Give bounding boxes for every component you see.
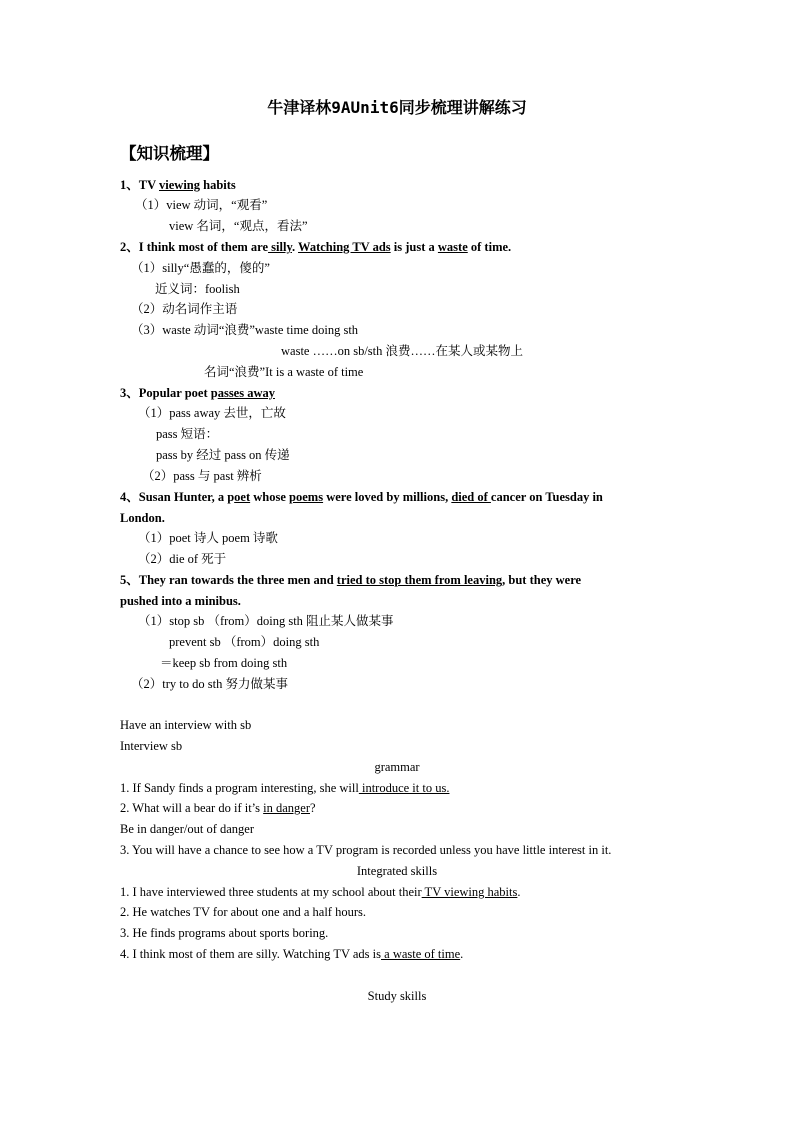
item-5-sentence bbox=[120, 572, 581, 588]
item-3-note-4: （2）pass 与 past 辨析 bbox=[142, 469, 262, 483]
study-skills-title: Study skills bbox=[367, 989, 427, 1003]
integrated-item-3: 3. He finds programs about sports boring. bbox=[120, 926, 329, 940]
item-4-underlined-died: died of bbox=[451, 490, 491, 504]
item-5-note-2: prevent sb （from）doing sth bbox=[169, 635, 320, 649]
item-2-note-5: waste ……on sb/sth 浪费……在某人或某物上 bbox=[281, 344, 524, 358]
integrated-item-4-underlined: a waste of time bbox=[381, 947, 461, 961]
grammar-item-2-note: Be in danger/out of danger bbox=[120, 822, 254, 836]
item-2-text: 2、I think most of them are bbox=[120, 240, 269, 254]
item-5-note-3: ＝keep sb from doing sth bbox=[160, 656, 288, 670]
grammar-item-1-underlined: introduce it to us. bbox=[358, 781, 450, 795]
grammar-title: grammar bbox=[374, 760, 420, 774]
integrated-item-1-text-end: . bbox=[517, 885, 521, 899]
item-2-sentence bbox=[120, 239, 511, 255]
item-3-note-3: pass by 经过 pass on 传递 bbox=[156, 448, 290, 462]
item-5-note-4: （2）try to do sth 努力做某事 bbox=[131, 677, 288, 691]
item-3-text: 3、Popular poet p bbox=[120, 386, 218, 400]
item-1-text: 1、TV bbox=[120, 178, 160, 192]
item-5-text-2: , but they were bbox=[502, 573, 582, 587]
item-4-note-2: （2）die of 死于 bbox=[138, 552, 227, 566]
section-heading: 【知识梳理】 bbox=[120, 144, 219, 163]
item-3-sentence bbox=[120, 385, 275, 401]
item-2-note-6: 名词“浪费”It is a waste of time bbox=[204, 365, 364, 379]
item-2-underlined-watching: Watching TV ads bbox=[298, 240, 391, 254]
item-4-sentence bbox=[120, 489, 603, 505]
integrated-skills-title: Integrated skills bbox=[356, 864, 438, 878]
item-3-underlined: asses away bbox=[217, 386, 275, 400]
interview-note-1: Have an interview with sb bbox=[120, 718, 252, 732]
item-1-note-2: view 名词，“观点，看法” bbox=[169, 219, 308, 233]
item-1-underlined: viewing bbox=[159, 178, 200, 192]
grammar-item-2 bbox=[120, 800, 316, 816]
item-2-note-1: （1）silly“愚蠢的，傻的” bbox=[131, 261, 270, 275]
item-5-note-1: （1）stop sb （from）doing sth 阻止某人做某事 bbox=[138, 614, 394, 628]
integrated-item-1-text: 1. I have interviewed three students at my school about their bbox=[120, 885, 422, 899]
grammar-item-2-underlined: in danger bbox=[263, 801, 310, 815]
item-2-note-3: （2）动名词作主语 bbox=[131, 302, 238, 316]
item-2-text-4: of time. bbox=[467, 240, 512, 254]
grammar-item-2-text-end: ? bbox=[310, 801, 316, 815]
item-4-text-4: cancer on Tuesday in bbox=[490, 490, 603, 504]
integrated-item-1-underlined: TV viewing habits bbox=[421, 885, 518, 899]
item-3-note-1: （1）pass away 去世，亡故 bbox=[138, 406, 286, 420]
item-5-sentence-cont: pushed into a minibus. bbox=[120, 594, 241, 608]
item-2-note-4: （3）waste 动词“浪费”waste time doing sth bbox=[131, 323, 359, 337]
item-2-note-2: 近义词：foolish bbox=[155, 282, 240, 296]
item-4-text-2: whose bbox=[250, 490, 290, 504]
integrated-item-4 bbox=[120, 946, 463, 962]
item-2-underlined-waste: waste bbox=[437, 240, 468, 254]
item-4-note-1: （1）poet 诗人 poem 诗歌 bbox=[138, 531, 278, 545]
item-4-sentence-cont: London. bbox=[120, 511, 165, 525]
integrated-item-4-text-end: . bbox=[460, 947, 464, 961]
grammar-item-1 bbox=[120, 780, 449, 796]
grammar-item-1-text: 1. If Sandy finds a program interesting, she will bbox=[120, 781, 359, 795]
item-5-text: 5、They ran towards the three men and bbox=[120, 573, 337, 587]
item-4-underlined-poet: oet bbox=[234, 490, 251, 504]
item-2-text-2: . bbox=[292, 240, 299, 254]
item-2-underlined-silly: silly bbox=[268, 240, 292, 254]
item-1-sentence bbox=[120, 177, 236, 193]
item-4-text-3: were loved by millions, bbox=[323, 490, 452, 504]
item-2-text-3: is just a bbox=[390, 240, 438, 254]
document-title: 牛津译林9AUnit6同步梳理讲解练习 bbox=[267, 98, 527, 117]
item-4-text: 4、Susan Hunter, a p bbox=[120, 490, 235, 504]
item-4-underlined-poems: poems bbox=[289, 490, 324, 504]
item-5-underlined: tried to stop them from leaving bbox=[336, 573, 503, 587]
item-1-text-end: habits bbox=[200, 178, 236, 192]
integrated-item-4-text: 4. I think most of them are silly. Watching TV ads is bbox=[120, 947, 382, 961]
item-3-note-2: pass 短语： bbox=[156, 427, 219, 441]
interview-note-2: Interview sb bbox=[120, 739, 183, 753]
grammar-item-2-text: 2. What will a bear do if it’s bbox=[120, 801, 264, 815]
grammar-item-3: 3. You will have a chance to see how a TV program is recorded unless you have little interest in it. bbox=[120, 843, 612, 857]
integrated-item-1 bbox=[120, 884, 521, 900]
item-1-note-1: （1）view 动词，“观看” bbox=[135, 198, 268, 212]
integrated-item-2: 2. He watches TV for about one and a half hours. bbox=[120, 905, 366, 919]
